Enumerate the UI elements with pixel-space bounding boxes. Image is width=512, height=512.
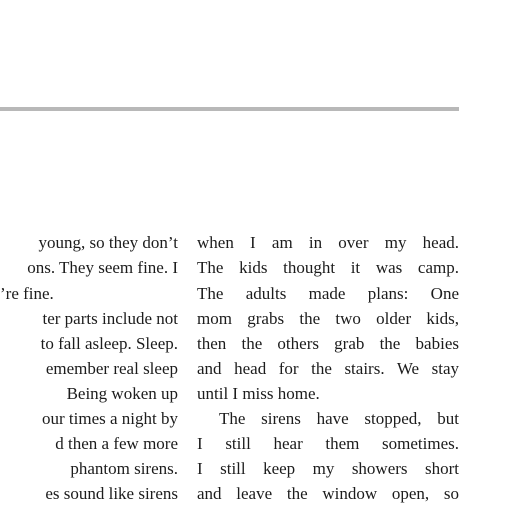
text-line: I still keep my showers short xyxy=(197,459,459,478)
text-line: The adults made plans: One xyxy=(197,284,459,303)
text-line: when I am in over my head. xyxy=(197,233,459,252)
text-line: until I miss home. xyxy=(197,384,320,403)
text-line: ons. They seem fine. I xyxy=(27,258,178,277)
text-line: emember real sleep xyxy=(45,359,178,378)
text-line: The kids thought it was camp. xyxy=(197,258,459,277)
text-line: our times a night by xyxy=(42,409,178,428)
text-line: ter parts include not xyxy=(42,309,178,328)
text-line: ’re fine. xyxy=(0,284,54,303)
text-line: d then a few more xyxy=(55,434,178,453)
text-line: Being woken up xyxy=(66,384,178,403)
section-divider-rule xyxy=(0,107,459,111)
text-line: and head for the stairs. We stay xyxy=(197,359,459,378)
text-line: mom grabs the two older kids, xyxy=(197,309,459,328)
text-line: es sound like sirens xyxy=(45,484,178,503)
text-line: young, so they don’t xyxy=(38,233,178,252)
text-line: and leave the window open, so xyxy=(197,484,459,503)
text-line: I still hear them sometimes. xyxy=(197,434,459,453)
text-line: then the others grab the babies xyxy=(197,334,459,353)
text-line: The sirens have stopped, but xyxy=(219,409,459,428)
text-line: to fall asleep. Sleep. xyxy=(40,334,178,353)
text-line: phantom sirens. xyxy=(70,459,178,478)
